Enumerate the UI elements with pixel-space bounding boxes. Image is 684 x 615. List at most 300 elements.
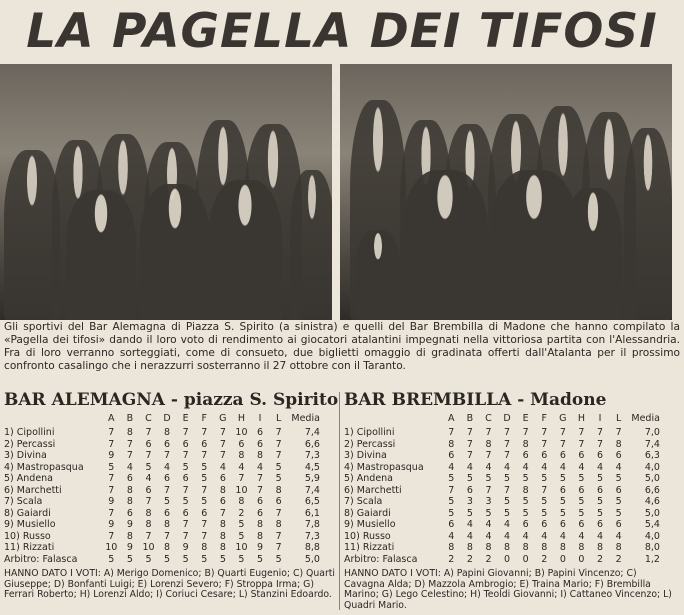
- rating-value: 7: [559, 438, 566, 450]
- rating-average: 6,6: [304, 438, 320, 450]
- rating-value: 8: [559, 542, 566, 553]
- rating-value: 6: [597, 450, 604, 461]
- rating-row: [4, 554, 336, 566]
- rating-value: 5: [448, 473, 455, 484]
- player-name: 6) Marchetti: [344, 484, 402, 496]
- column-header: A: [448, 413, 455, 424]
- rating-value: 6: [126, 507, 133, 519]
- rating-value: 9: [126, 542, 133, 553]
- rating-value: 5: [108, 553, 115, 565]
- player-name: 10) Russo: [344, 530, 391, 542]
- rating-row: [4, 508, 336, 520]
- player-name: 5) Andena: [4, 473, 54, 484]
- rating-value: 5: [559, 473, 566, 484]
- rating-value: 5: [145, 553, 152, 565]
- rating-value: 6: [559, 519, 566, 530]
- rating-average: 7,4: [304, 427, 320, 438]
- rating-value: 6: [597, 484, 604, 496]
- rating-average: 5,4: [644, 519, 660, 530]
- rating-value: 6: [182, 507, 189, 519]
- table-bar-brembilla: [344, 390, 680, 611]
- rating-value: 7: [182, 427, 189, 438]
- rating-value: 10: [142, 542, 155, 553]
- player-name: 3) Divina: [344, 450, 387, 461]
- rating-value: 4: [448, 461, 455, 473]
- rating-value: 6: [522, 519, 529, 530]
- rating-value: 6: [145, 484, 152, 496]
- rating-value: 8: [238, 450, 245, 461]
- table-title: BAR BREMBILLA - Madone: [344, 390, 607, 410]
- rating-value: 8: [126, 484, 133, 496]
- rating-average: 4,5: [304, 461, 320, 473]
- rating-value: 6: [126, 473, 133, 484]
- rating-value: 4: [466, 530, 473, 542]
- rating-value: 5: [615, 507, 622, 519]
- ratings-grid: [344, 412, 680, 565]
- rating-value: 3: [466, 496, 473, 507]
- rating-value: 7: [201, 530, 208, 542]
- rating-value: 7: [275, 507, 282, 519]
- rating-value: 5: [108, 461, 115, 473]
- rating-value: 5: [559, 507, 566, 519]
- player-name: Arbitro: Falasca: [4, 553, 78, 565]
- rating-average: 5,0: [304, 553, 320, 565]
- rating-value: 8: [145, 519, 152, 530]
- rating-value: 5: [578, 496, 585, 507]
- column-header: C: [485, 413, 492, 424]
- rating-value: 7: [485, 450, 492, 461]
- player-name: 11) Rizzati: [4, 542, 55, 553]
- rating-value: 5: [164, 496, 171, 507]
- rating-value: 7: [578, 438, 585, 450]
- player-name: Arbitro: Falasca: [344, 553, 418, 565]
- column-header: L: [615, 413, 622, 424]
- rating-value: 4: [466, 461, 473, 473]
- rating-value: 9: [108, 496, 115, 507]
- header-spacer: [344, 412, 442, 425]
- rating-value: 8: [219, 530, 226, 542]
- rating-value: 8: [541, 542, 548, 553]
- column-header: B: [126, 413, 134, 424]
- rating-value: 5: [485, 473, 492, 484]
- rating-value: 8: [615, 542, 622, 553]
- table-bar-alemagna: [4, 390, 339, 601]
- rating-average: 5,9: [304, 473, 320, 484]
- rating-value: 7: [275, 427, 282, 438]
- rating-value: 4: [126, 461, 133, 473]
- rating-value: 5: [466, 507, 473, 519]
- rating-average: 7,8: [304, 519, 320, 530]
- rating-value: 6: [219, 473, 226, 484]
- rating-average: 4,0: [644, 461, 660, 473]
- photo-caption: Gli sportivi del Bar Alemagna di Piazza S. Spirito (a sinistra) e quelli del Bar Brembilla di Madone che hanno compilato la «Pagella dei tifosi» dando il loro voto di rendimento ai giocatori atalantini impegnati nella vittoriosa partita con l'Alessandria. Fra di loro verranno sorteggiati, come di consueto, due biglietti omaggio di gradinata offerti dall'Atalanta per il prossimo confronto casalingo che i nerazzurri sosterranno il 27 ottobre con il Taranto.: [4, 321, 680, 372]
- rating-value: 7: [466, 427, 473, 438]
- rating-value: 8: [522, 484, 529, 496]
- rating-value: 8: [485, 542, 492, 553]
- rating-value: 7: [108, 484, 115, 496]
- rating-value: 4: [559, 530, 566, 542]
- rating-value: 7: [108, 507, 115, 519]
- headline: LA PAGELLA DEI TIFOSI: [26, 4, 658, 59]
- rating-value: 6: [448, 519, 455, 530]
- rating-value: 6: [578, 450, 585, 461]
- rating-row: [4, 473, 336, 485]
- rating-value: 7: [164, 530, 171, 542]
- rating-value: 6: [578, 484, 585, 496]
- rating-value: 4: [485, 519, 492, 530]
- rating-value: 4: [597, 530, 604, 542]
- rating-value: 5: [145, 461, 152, 473]
- rating-value: 7: [578, 427, 585, 438]
- rating-value: 8: [257, 519, 264, 530]
- rating-value: 8: [522, 542, 529, 553]
- rating-value: 7: [145, 496, 152, 507]
- rating-value: 8: [578, 542, 585, 553]
- player-name: 11) Rizzati: [344, 542, 395, 553]
- rating-value: 7: [257, 484, 264, 496]
- rating-value: 7: [201, 427, 208, 438]
- rating-value: 10: [105, 542, 118, 553]
- rating-value: 5: [182, 461, 189, 473]
- rating-value: 5: [238, 519, 245, 530]
- rating-value: 5: [201, 461, 208, 473]
- rating-value: 7: [108, 530, 115, 542]
- rating-value: 7: [164, 450, 171, 461]
- rating-value: 6: [559, 484, 566, 496]
- rating-value: 7: [238, 473, 245, 484]
- photo-bar-brembilla: [340, 64, 672, 320]
- rating-value: 5: [541, 473, 548, 484]
- rating-value: 5: [615, 473, 622, 484]
- rating-value: 8: [448, 438, 455, 450]
- column-header: H: [577, 413, 586, 424]
- column-header: I: [258, 413, 262, 424]
- rating-value: 4: [466, 519, 473, 530]
- rating-average: 7,3: [304, 530, 320, 542]
- rating-value: 6: [164, 507, 171, 519]
- column-header: G: [219, 413, 227, 424]
- rating-average: 6,3: [644, 450, 660, 461]
- rating-value: 5: [201, 496, 208, 507]
- rating-value: 7: [597, 427, 604, 438]
- rating-average: 7,4: [304, 484, 320, 496]
- rating-value: 8: [126, 496, 133, 507]
- rating-value: 7: [541, 427, 548, 438]
- rating-value: 3: [485, 496, 492, 507]
- rating-value: 5: [504, 496, 511, 507]
- rating-value: 4: [559, 461, 566, 473]
- column-header: E: [522, 413, 529, 424]
- voters-footnote: HANNO DATO I VOTI: A) Merigo Domenico; B) Quarti Eugenio; C) Quarti Giuseppe; D) Bonfanti Luigi; E) Lorenzi Severo; F) Stroppa Irma; G) Ferrari Roberto; H) Lorenzi Aldo; I) Coriuci Cesare; L) Stanzini Edoardo.: [4, 568, 335, 601]
- rating-value: 7: [257, 473, 264, 484]
- rating-value: 6: [615, 484, 622, 496]
- rating-value: 7: [182, 484, 189, 496]
- player-name: 6) Marchetti: [4, 484, 62, 496]
- rating-value: 7: [504, 427, 511, 438]
- column-header: D: [503, 413, 511, 424]
- player-name: 9) Musiello: [344, 519, 396, 530]
- rating-value: 6: [238, 438, 245, 450]
- column-header: B: [466, 413, 474, 424]
- rating-value: 0: [559, 553, 566, 565]
- player-name: 1) Cipollini: [344, 427, 395, 438]
- rating-value: 9: [108, 519, 115, 530]
- rating-value: 7: [275, 542, 282, 553]
- rating-value: 6: [164, 438, 171, 450]
- rating-value: 5: [275, 461, 282, 473]
- rating-value: 7: [145, 530, 152, 542]
- rating-value: 7: [615, 427, 622, 438]
- rating-value: 6: [201, 507, 208, 519]
- rating-value: 7: [504, 438, 511, 450]
- rating-value: 7: [448, 427, 455, 438]
- rating-value: 5: [597, 507, 604, 519]
- rating-value: 8: [257, 530, 264, 542]
- rating-row: [4, 450, 336, 462]
- rating-value: 8: [164, 542, 171, 553]
- rating-value: 5: [164, 553, 171, 565]
- grid-header-row: [344, 412, 680, 425]
- rating-row: [4, 427, 336, 439]
- rating-average: 7,3: [304, 450, 320, 461]
- rating-value: 8: [145, 507, 152, 519]
- column-header: I: [598, 413, 602, 424]
- column-divider: [339, 392, 340, 610]
- voters-footnote: HANNO DATO I VOTI: A) Papini Giovanni; B) Papini Vincenzo; C) Cavagna Alda; D) Mazzola Ambrogio; E) Traina Mario; F) Brembilla Marino; G) Lego Celestino; H) Teoldi Giovanni; I) Cattaneo Vincenzo; L) Quadri Mario.: [344, 568, 672, 611]
- rating-value: 7: [559, 427, 566, 438]
- rating-value: 5: [201, 553, 208, 565]
- rating-value: 5: [448, 496, 455, 507]
- rating-value: 6: [448, 450, 455, 461]
- rating-value: 4: [257, 461, 264, 473]
- rating-value: 4: [485, 530, 492, 542]
- rating-value: 4: [522, 461, 529, 473]
- rating-value: 8: [448, 542, 455, 553]
- column-header: G: [559, 413, 567, 424]
- rating-value: 4: [541, 461, 548, 473]
- rating-average: 7,4: [644, 438, 660, 450]
- rating-row: [344, 427, 680, 439]
- rating-value: 4: [578, 530, 585, 542]
- rating-value: 8: [597, 542, 604, 553]
- table-title: BAR ALEMAGNA - piazza S. Spirito: [4, 390, 339, 410]
- rating-value: 6: [615, 519, 622, 530]
- rating-value: 6: [257, 438, 264, 450]
- rating-value: 4: [597, 461, 604, 473]
- rating-value: 4: [578, 461, 585, 473]
- rating-value: 5: [219, 553, 226, 565]
- rating-value: 6: [541, 519, 548, 530]
- rating-value: 8: [275, 484, 282, 496]
- rating-value: 5: [257, 553, 264, 565]
- rating-value: 7: [145, 427, 152, 438]
- rating-value: 7: [541, 438, 548, 450]
- player-name: 2) Percassi: [4, 438, 56, 450]
- rating-value: 5: [182, 553, 189, 565]
- rating-value: 8: [164, 427, 171, 438]
- rating-value: 8: [219, 542, 226, 553]
- rating-value: 8: [504, 542, 511, 553]
- rating-row: [344, 508, 680, 520]
- rating-value: 7: [275, 438, 282, 450]
- rating-row: [344, 485, 680, 497]
- rating-value: 4: [238, 461, 245, 473]
- rating-value: 6: [182, 438, 189, 450]
- column-header: E: [182, 413, 189, 424]
- rating-row: [4, 531, 336, 543]
- rating-value: 6: [257, 496, 264, 507]
- rating-value: 5: [522, 473, 529, 484]
- rating-value: 7: [504, 484, 511, 496]
- rating-value: 6: [257, 427, 264, 438]
- rating-average: 4,0: [644, 530, 660, 542]
- rating-value: 8: [485, 438, 492, 450]
- rating-value: 5: [201, 473, 208, 484]
- player-name: 2) Percassi: [344, 438, 396, 450]
- player-name: 8) Gaiardi: [344, 507, 391, 519]
- rating-value: 7: [466, 438, 473, 450]
- rating-value: 6: [164, 473, 171, 484]
- rating-value: 9: [108, 450, 115, 461]
- rating-value: 5: [541, 496, 548, 507]
- rating-average: 6,5: [304, 496, 320, 507]
- rating-value: 7: [485, 427, 492, 438]
- rating-row: [4, 439, 336, 451]
- rating-value: 8: [219, 484, 226, 496]
- rating-value: 4: [485, 461, 492, 473]
- rating-value: 7: [522, 427, 529, 438]
- rating-value: 8: [275, 519, 282, 530]
- rating-value: 5: [559, 496, 566, 507]
- rating-value: 7: [164, 484, 171, 496]
- rating-value: 2: [597, 553, 604, 565]
- rating-value: 5: [578, 507, 585, 519]
- rating-value: 5: [597, 473, 604, 484]
- rating-row: [344, 554, 680, 566]
- player-name: 7) Scala: [344, 496, 383, 507]
- media-header: Media: [291, 413, 320, 424]
- rating-row: [344, 462, 680, 474]
- rating-row: [344, 473, 680, 485]
- column-header: D: [163, 413, 171, 424]
- grid-header-row: [4, 412, 336, 425]
- media-header: Media: [631, 413, 660, 424]
- rating-value: 6: [615, 450, 622, 461]
- rating-value: 6: [145, 438, 152, 450]
- rating-average: 5,0: [644, 507, 660, 519]
- rating-value: 0: [522, 553, 529, 565]
- rating-value: 6: [559, 450, 566, 461]
- player-name: 3) Divina: [4, 450, 47, 461]
- rating-value: 9: [257, 542, 264, 553]
- rating-row: [4, 462, 336, 474]
- rating-value: 7: [182, 519, 189, 530]
- rating-value: 6: [597, 519, 604, 530]
- column-header: F: [201, 413, 207, 424]
- rating-value: 0: [504, 553, 511, 565]
- rating-row: [4, 496, 336, 508]
- rating-value: 6: [275, 496, 282, 507]
- rating-value: 8: [615, 438, 622, 450]
- rating-average: 6,6: [644, 484, 660, 496]
- rating-value: 8: [466, 542, 473, 553]
- rating-value: 7: [182, 450, 189, 461]
- rating-value: 5: [597, 496, 604, 507]
- player-name: 4) Mastropasqua: [344, 461, 424, 473]
- rating-value: 7: [108, 427, 115, 438]
- rating-value: 10: [235, 427, 248, 438]
- player-name: 8) Gaiardi: [4, 507, 51, 519]
- rating-value: 7: [275, 530, 282, 542]
- rating-value: 2: [485, 553, 492, 565]
- rating-value: 8: [522, 438, 529, 450]
- column-header: A: [108, 413, 115, 424]
- rating-row: [4, 519, 336, 531]
- rating-value: 5: [541, 507, 548, 519]
- rating-value: 7: [275, 450, 282, 461]
- rating-value: 7: [597, 438, 604, 450]
- rating-value: 2: [448, 553, 455, 565]
- rating-value: 8: [219, 519, 226, 530]
- rating-average: 5,0: [644, 473, 660, 484]
- rating-value: 9: [182, 542, 189, 553]
- photo-bar-alemagna: [0, 64, 332, 320]
- rating-value: 4: [522, 530, 529, 542]
- rating-value: 7: [201, 484, 208, 496]
- rating-value: 5: [275, 553, 282, 565]
- rating-value: 5: [238, 553, 245, 565]
- rating-value: 4: [504, 519, 511, 530]
- rating-value: 5: [504, 507, 511, 519]
- player-name: 4) Mastropasqua: [4, 461, 84, 473]
- rating-value: 7: [504, 450, 511, 461]
- rating-row: [344, 496, 680, 508]
- rating-value: 10: [235, 484, 248, 496]
- rating-row: [4, 542, 336, 554]
- ratings-grid: [4, 412, 336, 565]
- rating-value: 5: [504, 473, 511, 484]
- rating-value: 6: [522, 450, 529, 461]
- rating-value: 5: [126, 553, 133, 565]
- rating-value: 7: [201, 519, 208, 530]
- rating-average: 8,0: [644, 542, 660, 553]
- rating-row: [344, 519, 680, 531]
- rating-value: 5: [615, 496, 622, 507]
- rating-value: 6: [541, 450, 548, 461]
- rating-value: 8: [164, 519, 171, 530]
- rating-value: 5: [238, 530, 245, 542]
- rating-value: 7: [466, 450, 473, 461]
- rating-average: 4,6: [644, 496, 660, 507]
- header-spacer: [4, 412, 102, 425]
- rating-value: 7: [448, 484, 455, 496]
- rating-average: 6,1: [304, 507, 320, 519]
- rating-value: 8: [201, 542, 208, 553]
- rating-value: 4: [164, 461, 171, 473]
- rating-value: 8: [126, 427, 133, 438]
- rating-value: 2: [541, 553, 548, 565]
- rating-value: 6: [219, 496, 226, 507]
- rating-value: 5: [522, 507, 529, 519]
- player-name: 10) Russo: [4, 530, 51, 542]
- rating-value: 7: [182, 530, 189, 542]
- rating-value: 4: [615, 461, 622, 473]
- rating-value: 2: [615, 553, 622, 565]
- rating-value: 4: [448, 530, 455, 542]
- rating-value: 7: [219, 427, 226, 438]
- rating-value: 4: [615, 530, 622, 542]
- rating-value: 0: [578, 553, 585, 565]
